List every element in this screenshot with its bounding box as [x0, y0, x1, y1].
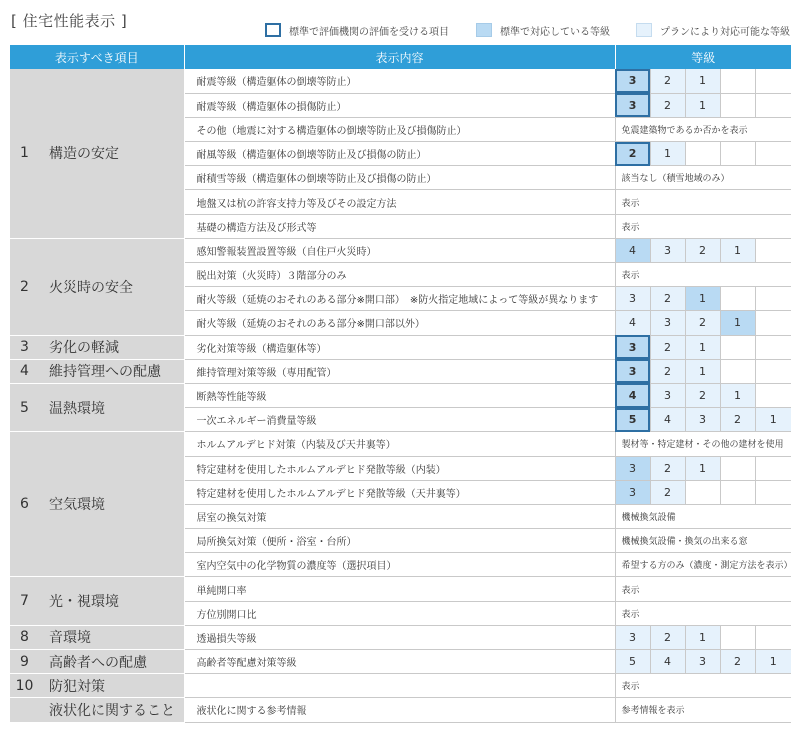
item-label: 局所換気対策（便所・浴室・台所）: [184, 529, 615, 553]
category-number: 3: [10, 335, 39, 359]
grade-cell: 1: [720, 383, 755, 407]
grade-cell: 1: [720, 238, 755, 262]
table-header-row: [10, 45, 791, 69]
grade-cell: 1: [650, 142, 685, 166]
grade-cell: [685, 480, 720, 504]
grade-cell: 4: [615, 238, 650, 262]
category-number: 8: [10, 625, 39, 649]
table-row: [10, 650, 791, 674]
display-text: 機械換気設備: [615, 504, 791, 528]
grade-cell: 2: [650, 287, 685, 311]
grade-cell: 3: [615, 287, 650, 311]
grade-cell: 1: [685, 456, 720, 480]
grade-cell: 1: [685, 335, 720, 359]
display-text: 表示: [615, 577, 791, 601]
performance-table: [10, 45, 791, 723]
grade-cell: [755, 69, 791, 93]
legend-standard: [476, 20, 610, 40]
table-row: [10, 383, 791, 407]
grade-cell: 1: [685, 359, 720, 383]
item-label: 脱出対策（火災時）３階部分のみ: [184, 263, 615, 287]
grade-cell: [720, 480, 755, 504]
category-name: 温熱環境: [39, 383, 184, 431]
grade-cell: 4: [650, 408, 685, 432]
category-number: 1: [10, 69, 39, 238]
category-name: 維持管理への配慮: [39, 359, 184, 383]
item-label: 断熱等性能等級: [184, 383, 615, 407]
grade-cell: 3: [615, 335, 650, 359]
category-name: 構造の安定: [39, 69, 184, 238]
legend-standard-label: 標準で対応している等級: [500, 26, 610, 38]
table-row: [10, 674, 791, 698]
header-content: 表示内容: [184, 45, 615, 69]
item-label: 維持管理対策等級（専用配管）: [184, 359, 615, 383]
grade-cell: 1: [755, 408, 791, 432]
grade-cell: 5: [615, 408, 650, 432]
grade-cell: 3: [615, 69, 650, 93]
grade-cell: [755, 238, 791, 262]
grade-cell: 3: [685, 650, 720, 674]
grade-cell: [755, 625, 791, 649]
grade-cell: 3: [650, 238, 685, 262]
grade-cell: 4: [615, 383, 650, 407]
display-text: 製材等・特定建材・その他の建材を使用: [615, 432, 791, 456]
item-label: 高齢者等配慮対策等級: [184, 650, 615, 674]
table-row: [10, 335, 791, 359]
item-label: [184, 674, 615, 698]
grade-cell: 1: [685, 93, 720, 117]
item-label: ホルムアルデヒド対策（内装及び天井裏等）: [184, 432, 615, 456]
grade-cell: 2: [650, 359, 685, 383]
grade-cell: 3: [650, 311, 685, 335]
grade-cell: 2: [650, 335, 685, 359]
category-number: 5: [10, 383, 39, 431]
category-name: 劣化の軽減: [39, 335, 184, 359]
display-text: 機械換気設備・換気の出来る窓: [615, 529, 791, 553]
grade-cell: 2: [685, 238, 720, 262]
table-row: [10, 69, 791, 93]
grade-cell: [755, 383, 791, 407]
item-label: 一次エネルギー消費量等級: [184, 408, 615, 432]
legend-plan: [636, 20, 790, 40]
item-label: 透過損失等級: [184, 625, 615, 649]
grade-cell: 4: [650, 650, 685, 674]
category-number: 4: [10, 359, 39, 383]
grade-cell: [755, 359, 791, 383]
grade-cell: [720, 287, 755, 311]
grade-cell: [720, 93, 755, 117]
display-text: 表示: [615, 214, 791, 238]
grade-cell: 4: [615, 311, 650, 335]
display-text: 表示: [615, 601, 791, 625]
grade-cell: [755, 456, 791, 480]
grade-cell: 2: [685, 383, 720, 407]
table-row: [10, 432, 791, 456]
legend-plan-label: プランにより対応可能な等級: [660, 26, 790, 38]
display-text: 希望する方のみ（濃度・測定方法を表示）: [615, 553, 791, 577]
page-title: [ 住宅性能表示 ]: [11, 12, 128, 30]
grade-cell: 3: [615, 625, 650, 649]
grade-cell: [720, 142, 755, 166]
table-body: [10, 69, 791, 722]
grade-cell: 1: [685, 69, 720, 93]
grade-cell: 3: [615, 93, 650, 117]
item-label: 耐火等級（延焼のおそれのある部分※開口部以外）: [184, 311, 615, 335]
grade-cell: [720, 359, 755, 383]
item-label: 耐火等級（延焼のおそれのある部分※開口部） ※防火指定地域によって等級が異なります: [184, 287, 615, 311]
item-label: 基礎の構造方法及び形式等: [184, 214, 615, 238]
item-label: 耐震等級（構造躯体の損傷防止）: [184, 93, 615, 117]
grade-cell: [755, 480, 791, 504]
grade-cell: 2: [650, 480, 685, 504]
grade-cell: 3: [650, 383, 685, 407]
category-name: 空気環境: [39, 432, 184, 577]
grade-cell: 3: [615, 480, 650, 504]
grade-cell: 2: [650, 69, 685, 93]
grade-cell: 2: [720, 408, 755, 432]
grade-cell: 5: [615, 650, 650, 674]
legend-eval-swatch: [265, 23, 281, 37]
category-name: 液状化に関すること: [39, 698, 184, 722]
grade-cell: 1: [685, 287, 720, 311]
category-number: 10: [10, 674, 39, 698]
category-number: [10, 698, 39, 722]
grade-cell: [720, 456, 755, 480]
item-label: 特定建材を使用したホルムアルデヒド発散等級（内装）: [184, 456, 615, 480]
category-name: 光・視環境: [39, 577, 184, 625]
item-label: 特定建材を使用したホルムアルデヒド発散等級（天井裏等）: [184, 480, 615, 504]
grade-cell: 1: [755, 650, 791, 674]
grade-cell: 2: [650, 456, 685, 480]
item-label: 液状化に関する参考情報: [184, 698, 615, 722]
display-text: 表示: [615, 263, 791, 287]
category-number: 9: [10, 650, 39, 674]
grade-cell: [755, 142, 791, 166]
grade-cell: 2: [685, 311, 720, 335]
category-number: 2: [10, 238, 39, 335]
category-name: 音環境: [39, 625, 184, 649]
legend-eval: [265, 20, 449, 40]
table-row: [10, 359, 791, 383]
item-label: 室内空気中の化学物質の濃度等（選択項目）: [184, 553, 615, 577]
grade-cell: 3: [615, 456, 650, 480]
grade-cell: 1: [720, 311, 755, 335]
item-label: 劣化対策等級（構造躯体等）: [184, 335, 615, 359]
item-label: 耐風等級（構造躯体の倒壊等防止及び損傷の防止）: [184, 142, 615, 166]
table-row: [10, 625, 791, 649]
table-row: [10, 577, 791, 601]
category-name: 高齢者への配慮: [39, 650, 184, 674]
legend-eval-label: 標準で評価機関の評価を受ける項目: [289, 26, 449, 38]
item-label: 感知警報装置設置等級（自住戸火災時）: [184, 238, 615, 262]
item-label: 地盤又は杭の許容支持力等及びその設定方法: [184, 190, 615, 214]
grade-cell: 2: [720, 650, 755, 674]
grade-cell: [720, 625, 755, 649]
display-text: 該当なし（積雪地域のみ）: [615, 166, 791, 190]
grade-cell: [720, 69, 755, 93]
item-label: 耐積雪等級（構造躯体の倒壊等防止及び損傷の防止）: [184, 166, 615, 190]
grade-cell: 2: [615, 142, 650, 166]
display-text: 参考情報を表示: [615, 698, 791, 722]
grade-cell: 2: [650, 625, 685, 649]
header-item: 表示すべき項目: [10, 45, 184, 69]
grade-cell: 3: [685, 408, 720, 432]
grade-cell: [755, 93, 791, 117]
header-grade: 等級: [615, 45, 791, 69]
table-row: [10, 238, 791, 262]
display-text: 免震建築物であるか否かを表示: [615, 117, 791, 141]
category-number: 7: [10, 577, 39, 625]
category-name: 防犯対策: [39, 674, 184, 698]
table-row: [10, 698, 791, 722]
grade-cell: 1: [685, 625, 720, 649]
grade-cell: 2: [650, 93, 685, 117]
grade-cell: [720, 335, 755, 359]
display-text: 表示: [615, 674, 791, 698]
grade-cell: [685, 142, 720, 166]
item-label: 居室の換気対策: [184, 504, 615, 528]
legend-plan-swatch: [636, 23, 652, 37]
grade-cell: [755, 335, 791, 359]
legend-standard-swatch: [476, 23, 492, 37]
grade-cell: 3: [615, 359, 650, 383]
grade-cell: [755, 311, 791, 335]
item-label: その他（地震に対する構造躯体の倒壊等防止及び損傷防止）: [184, 117, 615, 141]
item-label: 単純開口率: [184, 577, 615, 601]
category-number: 6: [10, 432, 39, 577]
display-text: 表示: [615, 190, 791, 214]
item-label: 耐震等級（構造躯体の倒壊等防止）: [184, 69, 615, 93]
grade-cell: [755, 287, 791, 311]
category-name: 火災時の安全: [39, 238, 184, 335]
item-label: 方位別開口比: [184, 601, 615, 625]
